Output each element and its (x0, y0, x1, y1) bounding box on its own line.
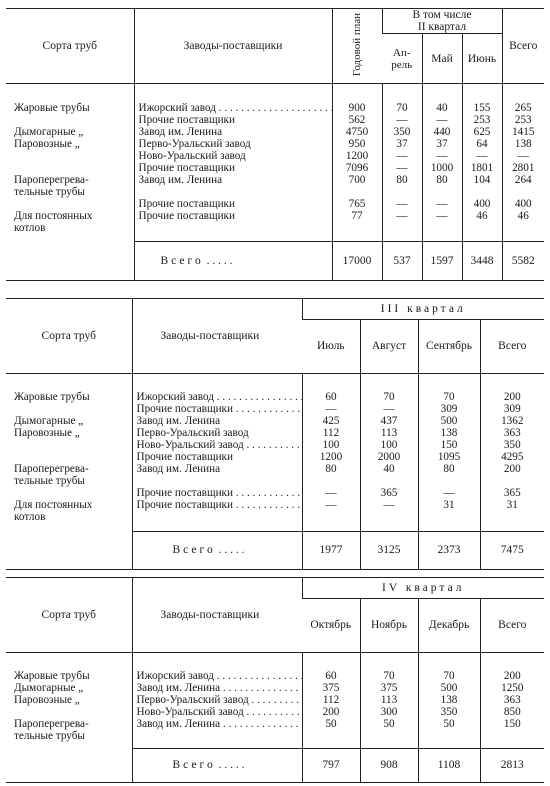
supplier-list: Ижорский завод . . . Прочие поставщики Завод им. Ленина Перво-Уральский завод Ново-Уральский завод Прочие поставщики Завод им. Ленина Прочие поставщики Прочие поставщики (134, 102, 332, 234)
header-sort: Сорта труб (6, 299, 132, 373)
total-column: 200 309 1362 363 350 4295 200 365 31 (480, 391, 544, 523)
header-july: Июль (302, 319, 360, 373)
header-september: Сентябрь (418, 319, 480, 373)
september-column: 70 309 500 138 150 1095 80 — 31 (418, 391, 480, 523)
total-row: Всего . . . . . 17000 537 1597 3448 5582 (6, 242, 544, 280)
total-may: 1597 (422, 242, 462, 280)
november-column: 70 375 113 300 50 (360, 670, 418, 742)
total-september: 2373 (418, 531, 480, 569)
plan-column: 900 562 4750 950 1200 7096 700 765 77 (332, 102, 382, 234)
header-suppliers: Заводы-поставщики (132, 578, 302, 652)
sort-list: Жаровые трубы Дымогарные „ Паровозные „ Пароперегрева- тельные трубы (14, 670, 90, 742)
header-quarter: III квартал (302, 299, 544, 319)
total-plan: 17000 (332, 242, 382, 280)
sort-list: Жаровые трубы Дымогарные „ Паровозные „ Пароперегрева- тельные трубы Для постоянных котлов (14, 391, 93, 523)
total-june: 3448 (462, 242, 502, 280)
total-october: 797 (302, 748, 360, 782)
header-total: Всего (480, 319, 544, 373)
total-august: 3125 (360, 531, 418, 569)
header-november: Ноябрь (360, 598, 418, 652)
total-sum: 5582 (502, 242, 544, 280)
may-column: 40 — 440 37 — 1000 80 — — (422, 102, 462, 234)
table-q2 (6, 8, 544, 281)
total-sum: 2813 (480, 748, 544, 782)
header-sort: Сорта труб (6, 578, 132, 652)
december-column: 70 500 138 350 50 (418, 670, 480, 742)
june-column: 155 253 625 64 — 1801 104 400 46 (462, 102, 502, 234)
august-column: 70 — 437 113 100 2000 40 365 — (360, 391, 418, 523)
total-label: Всего (172, 759, 216, 772)
header-april: Ап- рель (382, 34, 422, 84)
total-december: 1108 (418, 748, 480, 782)
header-june: Июнь (462, 34, 502, 84)
total-july: 1977 (302, 531, 360, 569)
total-november: 908 (360, 748, 418, 782)
total-column: 265 253 1415 138 — 2801 264 400 46 (502, 102, 544, 234)
total-label: Всего (160, 254, 204, 267)
header-suppliers: Заводы-поставщики (132, 299, 302, 373)
total-sum: 7475 (480, 531, 544, 569)
total-label: Всего (172, 544, 216, 557)
header-plan: Годовой план (332, 9, 382, 84)
table-q4 (6, 577, 544, 783)
total-april: 537 (382, 242, 422, 280)
total-column: 200 1250 363 850 150 (480, 670, 544, 742)
header-may: Май (422, 34, 462, 84)
supplier-list: Ижорский завод . . . Завод им. Ленина . . . Перво-Уральский завод . . . Ново-Уральский завод . . . Завод им. Ленина . . . (132, 670, 302, 742)
header-december: Декабрь (418, 598, 480, 652)
header-included: В том числе II квартал (382, 9, 502, 34)
header-sort: Сорта труб (6, 9, 134, 84)
table-q3 (6, 298, 544, 570)
july-column: 60 — 425 112 100 1200 80 — — (302, 391, 360, 523)
header-august: Август (360, 319, 418, 373)
total-row: Всего . . . . . 1977 3125 2373 7475 (6, 531, 544, 569)
header-total: Всего (502, 9, 544, 84)
supplier-list: Ижорский завод . . . Прочие поставщики . . . Завод им. Ленина Перво-Уральский завод Ново-Уральский завод . . . Прочие поставщики Завод им. Ленина Прочие поставщики . . . Прочие поставщики . . . (132, 391, 302, 523)
header-total: Всего (480, 598, 544, 652)
sort-list: Жаровые трубы Дымогарные „ Паровозные „ Пароперегрева- тельные трубы Для постоянных котлов (14, 101, 93, 234)
header-suppliers: Заводы-поставщики (134, 9, 332, 84)
october-column: 60 375 112 200 50 (302, 670, 360, 742)
header-quarter: IV квартал (302, 578, 544, 598)
header-october: Октябрь (302, 598, 360, 652)
total-row: Всего . . . . . 797 908 1108 2813 (6, 748, 544, 782)
april-column: 70 — 350 37 — — 80 — — (382, 102, 422, 234)
